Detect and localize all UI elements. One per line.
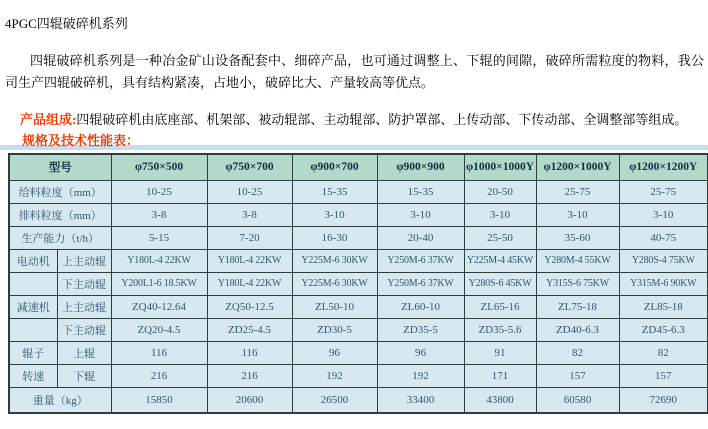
spec-cell: 171 bbox=[464, 364, 536, 387]
model-header-cell: φ750×700 bbox=[207, 154, 292, 180]
spec-cell: 40-75 bbox=[619, 226, 708, 249]
model-header-cell: φ1200×1200Y bbox=[619, 154, 708, 180]
spec-cell: 96 bbox=[377, 341, 464, 364]
spec-cell: 15-35 bbox=[377, 180, 464, 203]
spec-cell: Y225M-4 45KW bbox=[464, 249, 536, 272]
group-label: 转速 bbox=[9, 364, 57, 387]
spec-table-heading: 规格及技术性能表： bbox=[22, 133, 140, 148]
spec-table bbox=[8, 153, 708, 414]
group-label bbox=[9, 272, 57, 295]
spec-cell: 20600 bbox=[207, 387, 292, 413]
composition-line bbox=[0, 112, 708, 127]
spec-cell: 15850 bbox=[111, 387, 207, 413]
spec-cell: Y280M-4 55KW bbox=[536, 249, 619, 272]
spec-cell: 3-10 bbox=[464, 203, 536, 226]
spec-cell: ZL75-18 bbox=[536, 295, 619, 318]
spec-cell: Y225M-6 30KW bbox=[292, 272, 377, 295]
spec-cell: Y225M-6 30KW bbox=[292, 249, 377, 272]
table-row-discharge-size bbox=[9, 203, 708, 226]
spec-cell: 91 bbox=[464, 341, 536, 364]
spec-cell: 25-50 bbox=[464, 226, 536, 249]
spec-cell: 33400 bbox=[377, 387, 464, 413]
spec-cell: 3-8 bbox=[111, 203, 207, 226]
spec-cell: ZD30-5 bbox=[292, 318, 377, 341]
group-label: 辊子 bbox=[9, 341, 57, 364]
table-row-reducer-lower bbox=[9, 318, 708, 341]
spec-cell: 116 bbox=[207, 341, 292, 364]
model-header-cell: φ1200×1000Y bbox=[536, 154, 619, 180]
spec-cell: 192 bbox=[377, 364, 464, 387]
row-label: 排料粒度（mm） bbox=[9, 203, 111, 226]
spec-cell: 82 bbox=[536, 341, 619, 364]
spec-cell: ZD25-4.5 bbox=[207, 318, 292, 341]
spec-cell: 16-30 bbox=[292, 226, 377, 249]
spec-cell: 3-10 bbox=[536, 203, 619, 226]
spec-cell: ZD35-5.6 bbox=[464, 318, 536, 341]
spec-cell: 3-10 bbox=[377, 203, 464, 226]
spec-cell: 7-20 bbox=[207, 226, 292, 249]
spec-cell: ZL50-10 bbox=[292, 295, 377, 318]
spec-cell: ZD35-5 bbox=[377, 318, 464, 341]
row-label: 生产能力（t/h） bbox=[9, 226, 111, 249]
row-label: 给料粒度（mm） bbox=[9, 180, 111, 203]
composition-label: 产品组成: bbox=[20, 112, 77, 127]
table-row-motor-lower bbox=[9, 272, 708, 295]
spec-cell: 10-25 bbox=[207, 180, 292, 203]
spec-cell: 60580 bbox=[536, 387, 619, 413]
table-row-feed-size bbox=[9, 180, 708, 203]
spec-cell: Y180L-4 22KW bbox=[111, 249, 207, 272]
spec-cell: 10-25 bbox=[111, 180, 207, 203]
table-row-roller-speed-lower bbox=[9, 364, 708, 387]
spec-cell: 116 bbox=[111, 341, 207, 364]
spec-cell: Y200L1-6 18.5KW bbox=[111, 272, 207, 295]
spec-cell: Y180L-4 22KW bbox=[207, 272, 292, 295]
spec-cell: 82 bbox=[619, 341, 708, 364]
page-title: 4PGC四辊破碎机系列 bbox=[5, 16, 128, 31]
spec-cell: Y250M-6 37KW bbox=[377, 272, 464, 295]
model-header-cell: φ900×700 bbox=[292, 154, 377, 180]
spec-cell: 25-75 bbox=[619, 180, 708, 203]
table-row-capacity bbox=[9, 226, 708, 249]
spec-cell: ZD40-6.3 bbox=[536, 318, 619, 341]
spec-cell: 96 bbox=[292, 341, 377, 364]
composition-text: 四辊破碎机由底座部、机架部、被动辊部、主动辊部、防护罩部、上传动部、下传动部、全调整部等组成。 bbox=[76, 112, 688, 127]
spec-cell: Y280S-6 45KW bbox=[464, 272, 536, 295]
model-header-label: 型号 bbox=[9, 154, 111, 180]
spec-cell: 3-8 bbox=[207, 203, 292, 226]
spec-cell: 216 bbox=[111, 364, 207, 387]
spec-cell: Y315M-6 90KW bbox=[619, 272, 708, 295]
spec-cell: ZQ50-12.5 bbox=[207, 295, 292, 318]
sub-label: 下主动辊 bbox=[57, 272, 111, 295]
spec-cell: 20-50 bbox=[464, 180, 536, 203]
spec-cell: 20-40 bbox=[377, 226, 464, 249]
spec-cell: 72690 bbox=[619, 387, 708, 413]
table-row-roller-speed-upper bbox=[9, 341, 708, 364]
group-label bbox=[9, 318, 57, 341]
spec-cell: 192 bbox=[292, 364, 377, 387]
spec-cell: Y250M-6 37KW bbox=[377, 249, 464, 272]
sub-label: 上辊 bbox=[57, 341, 111, 364]
spec-cell: 15-35 bbox=[292, 180, 377, 203]
model-header-cell: φ900×900 bbox=[377, 154, 464, 180]
spec-cell: Y315S-6 75KW bbox=[536, 272, 619, 295]
table-row-motor-upper bbox=[9, 249, 708, 272]
spec-cell: ZD45-6.3 bbox=[619, 318, 708, 341]
group-label: 电动机 bbox=[9, 249, 57, 272]
spec-cell: ZQ20-4.5 bbox=[111, 318, 207, 341]
spec-cell: 25-75 bbox=[536, 180, 619, 203]
sub-label: 下辊 bbox=[57, 364, 111, 387]
spec-cell: 3-10 bbox=[619, 203, 708, 226]
spec-cell: 216 bbox=[207, 364, 292, 387]
spec-cell: Y180L-4 22KW bbox=[207, 249, 292, 272]
spec-cell: 35-60 bbox=[536, 226, 619, 249]
intro-paragraph: 四辊破碎机系列是一种冶金矿山设备配套中、细碎产品，也可通过调整上、下辊的间隙，破碎所需粒度的物料，我公司生产四辊破碎机，具有结构紧凑，占地小，破碎比大、产量较高等优点。 bbox=[5, 53, 704, 90]
table-row-weight bbox=[9, 387, 708, 413]
sub-label: 上主动辊 bbox=[57, 295, 111, 318]
spec-cell: 26500 bbox=[292, 387, 377, 413]
spec-cell: 5-15 bbox=[111, 226, 207, 249]
model-header-row bbox=[9, 154, 708, 180]
spec-cell: ZQ40-12.64 bbox=[111, 295, 207, 318]
spec-cell: ZL65-16 bbox=[464, 295, 536, 318]
model-header-cell: φ1000×1000Y bbox=[464, 154, 536, 180]
model-header-cell: φ750×500 bbox=[111, 154, 207, 180]
group-label: 减速机 bbox=[9, 295, 57, 318]
spec-cell: 157 bbox=[619, 364, 708, 387]
sub-label: 上主动辊 bbox=[57, 249, 111, 272]
spec-cell: 43800 bbox=[464, 387, 536, 413]
sub-label: 下主动辊 bbox=[57, 318, 111, 341]
table-row-reducer-upper bbox=[9, 295, 708, 318]
spec-cell: Y280S-4 75KW bbox=[619, 249, 708, 272]
spec-cell: ZL60-10 bbox=[377, 295, 464, 318]
spec-cell: ZL85-18 bbox=[619, 295, 708, 318]
spec-cell: 157 bbox=[536, 364, 619, 387]
row-label: 重量（kg） bbox=[9, 387, 111, 413]
spec-cell: 3-10 bbox=[292, 203, 377, 226]
